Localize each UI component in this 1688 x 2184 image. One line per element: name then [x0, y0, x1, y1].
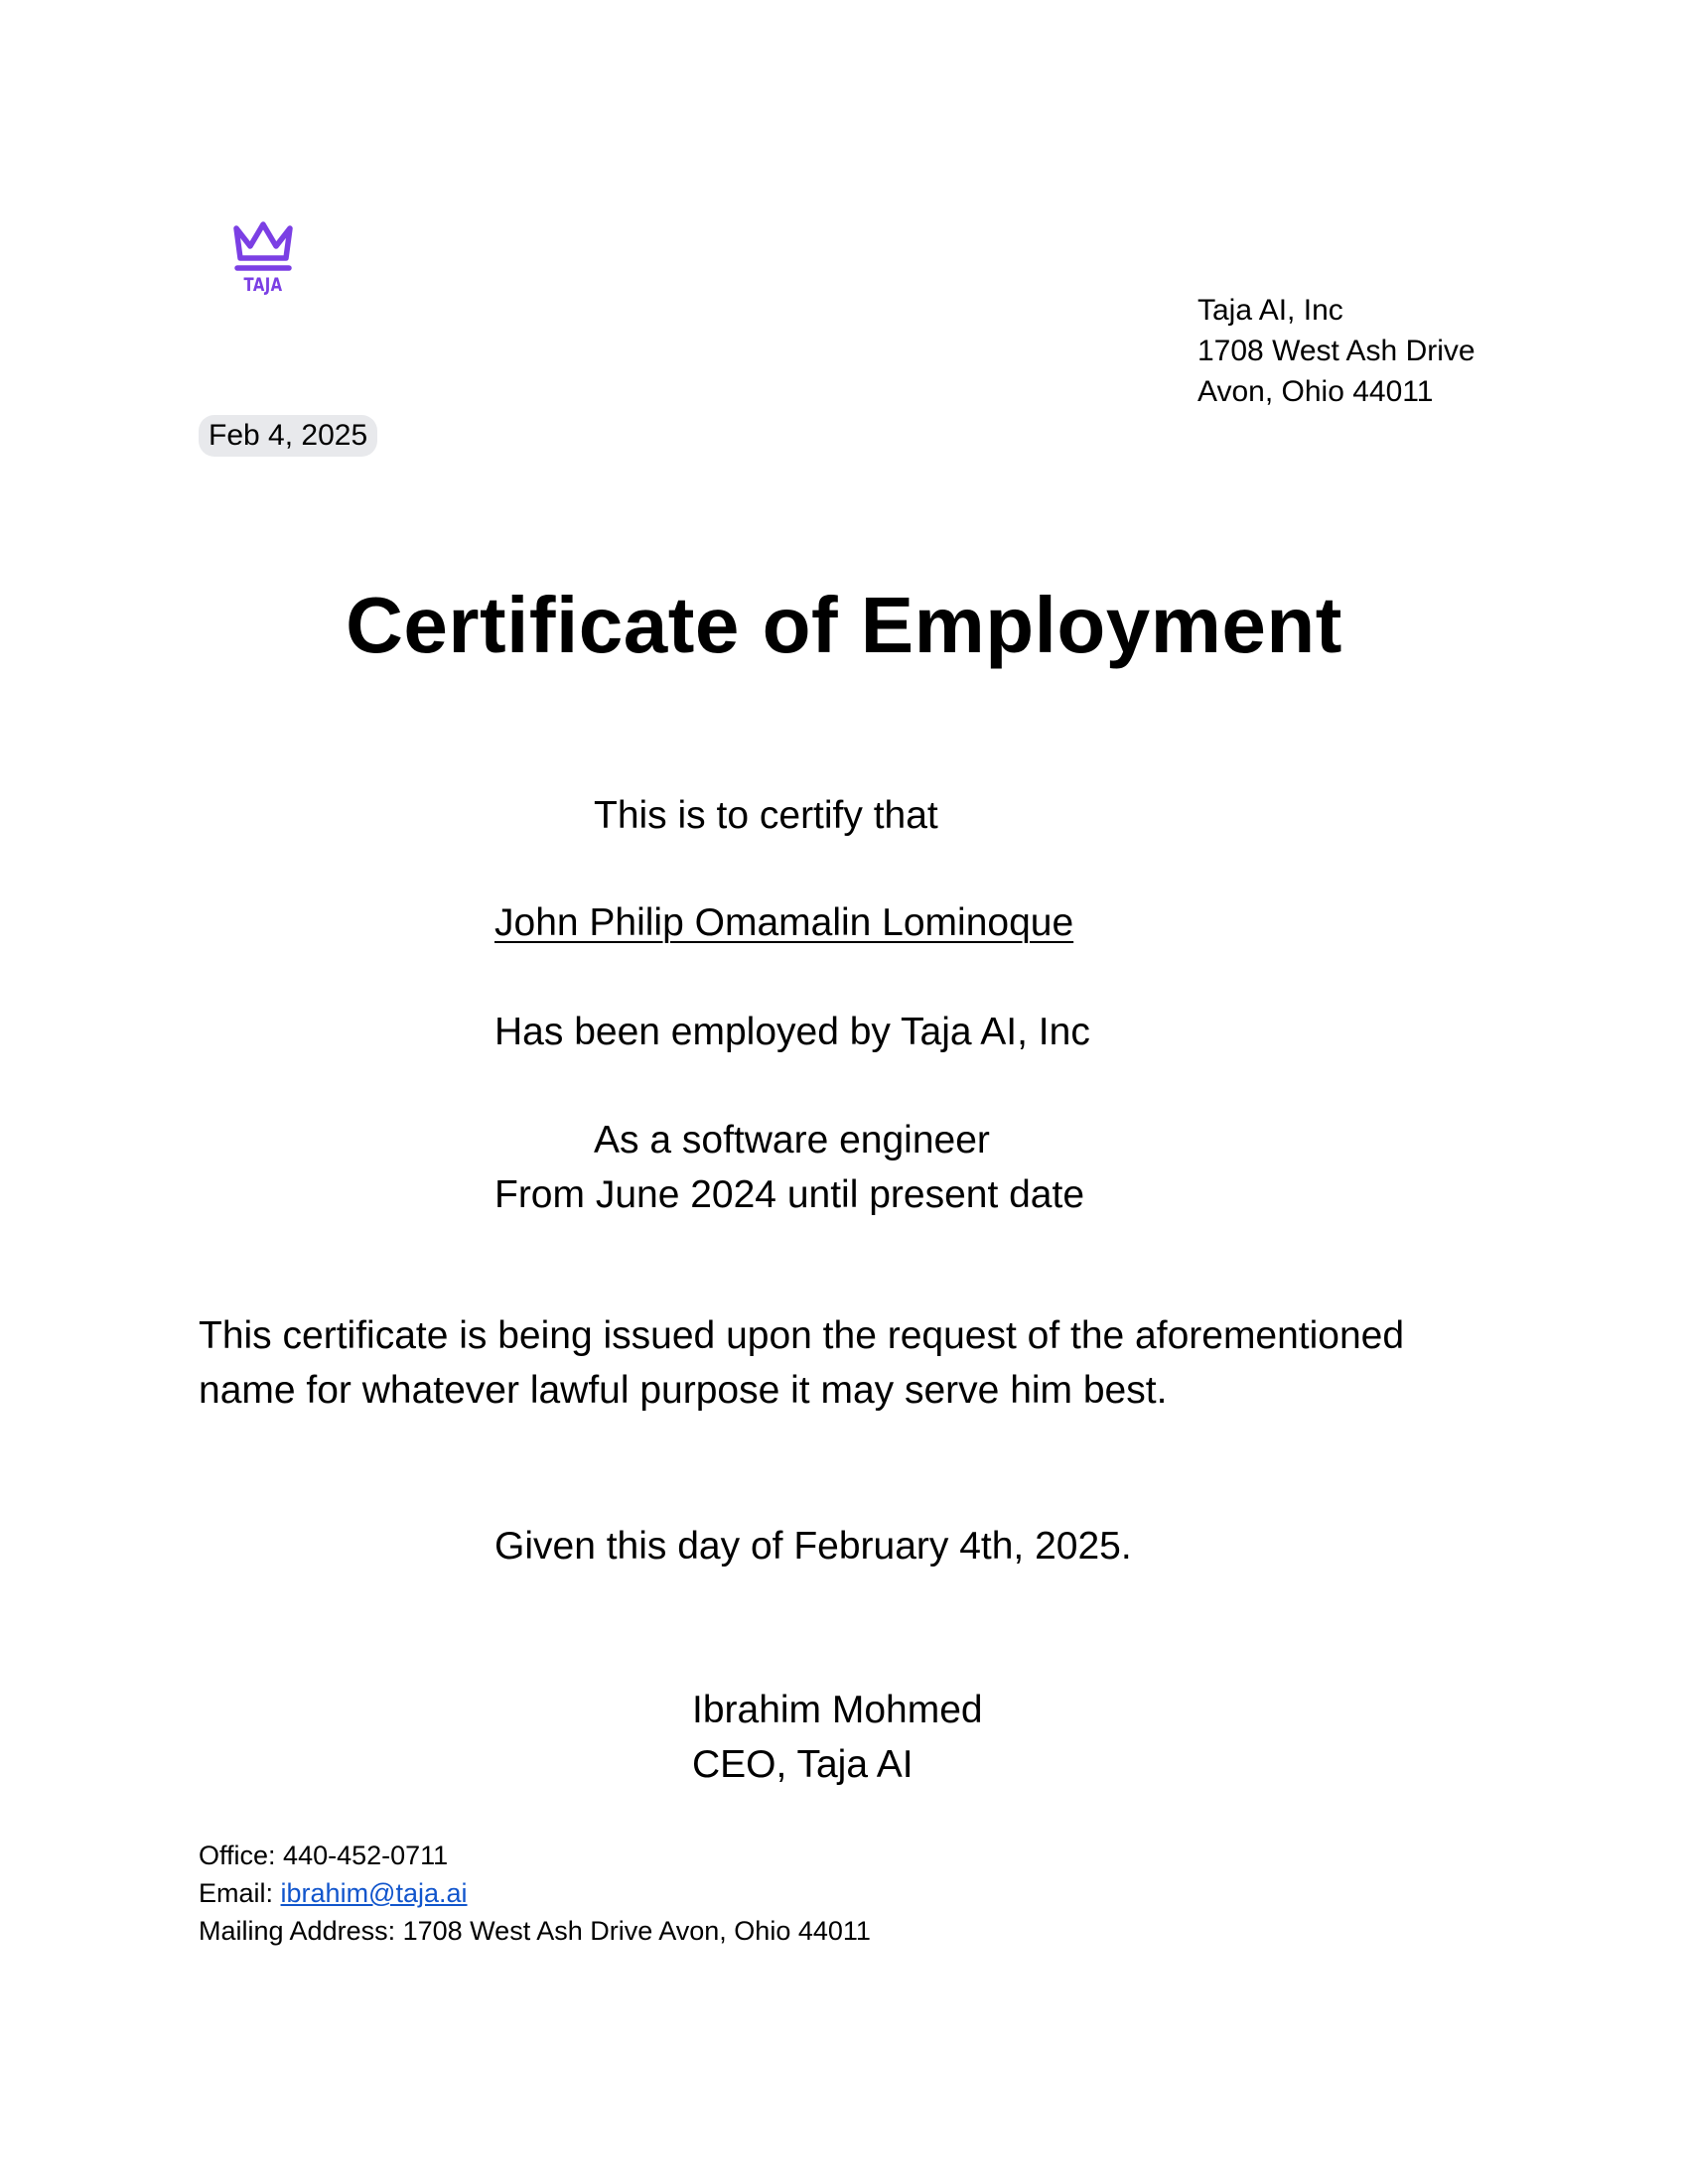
footer-office: [199, 1837, 871, 1874]
email-label: Email:: [199, 1878, 281, 1908]
given-date: Given this day of February 4th, 2025.: [494, 1525, 1132, 1568]
company-address-block: [1197, 290, 1476, 412]
mailing-label: Mailing Address:: [199, 1916, 403, 1946]
footer-mailing: [199, 1912, 871, 1950]
mailing-address: 1708 West Ash Drive Avon, Ohio 44011: [402, 1916, 871, 1946]
office-label: Office:: [199, 1841, 284, 1870]
employment-period: From June 2024 until present date: [494, 1173, 1085, 1216]
footer-contact: [199, 1837, 871, 1950]
crown-icon: [230, 218, 296, 274]
company-street: 1708 West Ash Drive: [1197, 335, 1476, 367]
company-logo: [229, 218, 297, 306]
company-name: Taja AI, Inc: [1197, 294, 1343, 327]
logo-text: TAJA: [243, 274, 283, 296]
date-chip[interactable]: Feb 4, 2025: [199, 415, 377, 457]
purpose-paragraph: This certificate is being issued upon the request of the aforementioned name for whatever lawful purpose it may serve him best.: [199, 1314, 1405, 1412]
footer-email: [199, 1874, 871, 1912]
job-role: As a software engineer: [594, 1119, 990, 1161]
email-link[interactable]: ibrahim@taja.ai: [280, 1878, 468, 1908]
employed-by: Has been employed by Taja AI, Inc: [494, 1011, 1090, 1053]
company-city: Avon, Ohio 44011: [1197, 375, 1434, 408]
office-phone: 440-452-0711: [283, 1841, 449, 1870]
certify-intro: This is to certify that: [594, 794, 938, 837]
signatory-title: CEO, Taja AI: [692, 1743, 914, 1786]
employee-name: John Philip Omamalin Lominoque: [494, 901, 1074, 944]
signatory-name: Ibrahim Mohmed: [692, 1689, 983, 1731]
page-title: Certificate of Employment: [346, 581, 1342, 669]
